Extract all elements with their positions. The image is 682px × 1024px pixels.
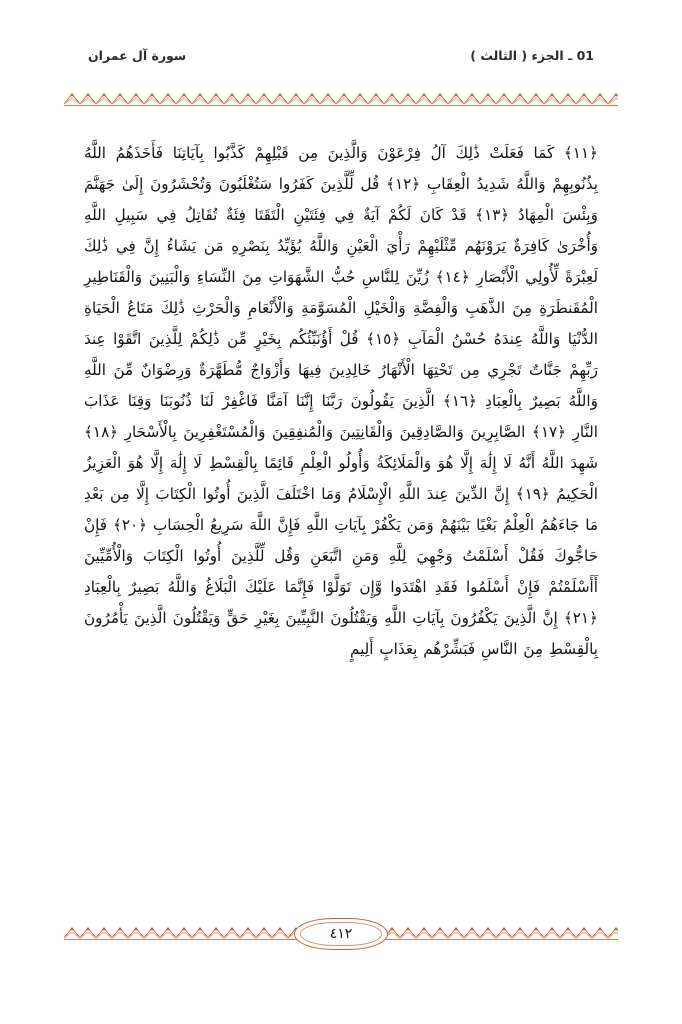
quran-text-block [84,138,598,665]
juz-label: 01 ـ الجزء ( الثالث ) [470,48,594,63]
page-number-container [0,918,682,950]
quran-paragraph: ﴿١١﴾ كَمَا فَعَلَتْ ذَٰلِكَ آلُ فِرْعَوْنَ وَالَّذِينَ مِن قَبْلِهِمْ كَذَّبُوا بِآيَاتِنَا فَأَخَذَهُمُ اللَّهُ بِذُنُوبِهِمْ وَاللَّهُ شَدِيدُ الْعِقَابِ ﴿١٢﴾ قُل لِّلَّذِينَ كَفَرُوا سَتُغْلَبُونَ وَتُحْشَرُونَ إِلَىٰ جَهَنَّمَ وَبِئْسَ الْمِهَادُ ﴿١٣﴾ قَدْ كَانَ لَكُمْ آيَةٌ فِي فِئَتَيْنِ الْتَقَتَا فِئَةٌ تُقَاتِلُ فِي سَبِيلِ اللَّهِ وَأُخْرَىٰ كَافِرَةٌ يَرَوْنَهُم مِّثْلَيْهِمْ رَأْيَ الْعَيْنِ وَاللَّهُ يُؤَيِّدُ بِنَصْرِهِ مَن يَشَاءُ إِنَّ فِي ذَٰلِكَ لَعِبْرَةً لِّأُولِي الْأَبْصَارِ ﴿١٤﴾ زُيِّنَ لِلنَّاسِ حُبُّ الشَّهَوَاتِ مِنَ النِّسَاءِ وَالْبَنِينَ وَالْقَنَاطِيرِ الْمُقَنطَرَةِ مِنَ الذَّهَبِ وَالْفِضَّةِ وَالْخَيْلِ الْمُسَوَّمَةِ وَالْأَنْعَامِ وَالْحَرْثِ ذَٰلِكَ مَتَاعُ الْحَيَاةِ الدُّنْيَا وَاللَّهُ عِندَهُ حُسْنُ الْمَآبِ ﴿١٥﴾ قُلْ أَؤُنَبِّئُكُم بِخَيْرٍ مِّن ذَٰلِكُمْ لِلَّذِينَ اتَّقَوْا عِندَ رَبِّهِمْ جَنَّاتٌ تَجْرِي مِن تَحْتِهَا الْأَنْهَارُ خَالِدِينَ فِيهَا وَأَزْوَاجٌ مُّطَهَّرَةٌ وَرِضْوَانٌ مِّنَ اللَّهِ وَاللَّهُ بَصِيرٌ بِالْعِبَادِ ﴿١٦﴾ الَّذِينَ يَقُولُونَ رَبَّنَا إِنَّنَا آمَنَّا فَاغْفِرْ لَنَا ذُنُوبَنَا وَقِنَا عَذَابَ النَّارِ ﴿١٧﴾ الصَّابِرِينَ وَالصَّادِقِينَ وَالْقَانِتِينَ وَالْمُنفِقِينَ وَالْمُسْتَغْفِرِينَ بِالْأَسْحَارِ ﴿١٨﴾ شَهِدَ اللَّهُ أَنَّهُ لَا إِلَٰهَ إِلَّا هُوَ وَالْمَلَائِكَةُ وَأُولُو الْعِلْمِ قَائِمًا بِالْقِسْطِ لَا إِلَٰهَ إِلَّا هُوَ الْعَزِيزُ الْحَكِيمُ ﴿١٩﴾ إِنَّ الدِّينَ عِندَ اللَّهِ الْإِسْلَامُ وَمَا اخْتَلَفَ الَّذِينَ أُوتُوا الْكِتَابَ إِلَّا مِن بَعْدِ مَا جَاءَهُمُ الْعِلْمُ بَغْيًا بَيْنَهُمْ وَمَن يَكْفُرْ بِآيَاتِ اللَّهِ فَإِنَّ اللَّهَ سَرِيعُ الْحِسَابِ ﴿٢٠﴾ فَإِنْ حَاجُّوكَ فَقُلْ أَسْلَمْتُ وَجْهِيَ لِلَّهِ وَمَنِ اتَّبَعَنِ وَقُل لِّلَّذِينَ أُوتُوا الْكِتَابَ وَالْأُمِّيِّينَ أَأَسْلَمْتُمْ فَإِنْ أَسْلَمُوا فَقَدِ اهْتَدَوا وَّإِن تَوَلَّوْا فَإِنَّمَا عَلَيْكَ الْبَلَاغُ وَاللَّهُ بَصِيرٌ بِالْعِبَادِ ﴿٢١﴾ إِنَّ الَّذِينَ يَكْفُرُونَ بِآيَاتِ اللَّهِ وَيَقْتُلُونَ النَّبِيِّينَ بِغَيْرِ حَقٍّ وَيَقْتُلُونَ الَّذِينَ يَأْمُرُونَ بِالْقِسْطِ مِنَ النَّاسِ فَبَشِّرْهُم بِعَذَابٍ أَلِيمٍ [84,144,598,658]
page-header [88,48,594,63]
ornament-top [64,92,618,106]
surah-name-label: سورة آل عمران [88,48,187,63]
page-number: ٤١٢ [294,918,388,950]
